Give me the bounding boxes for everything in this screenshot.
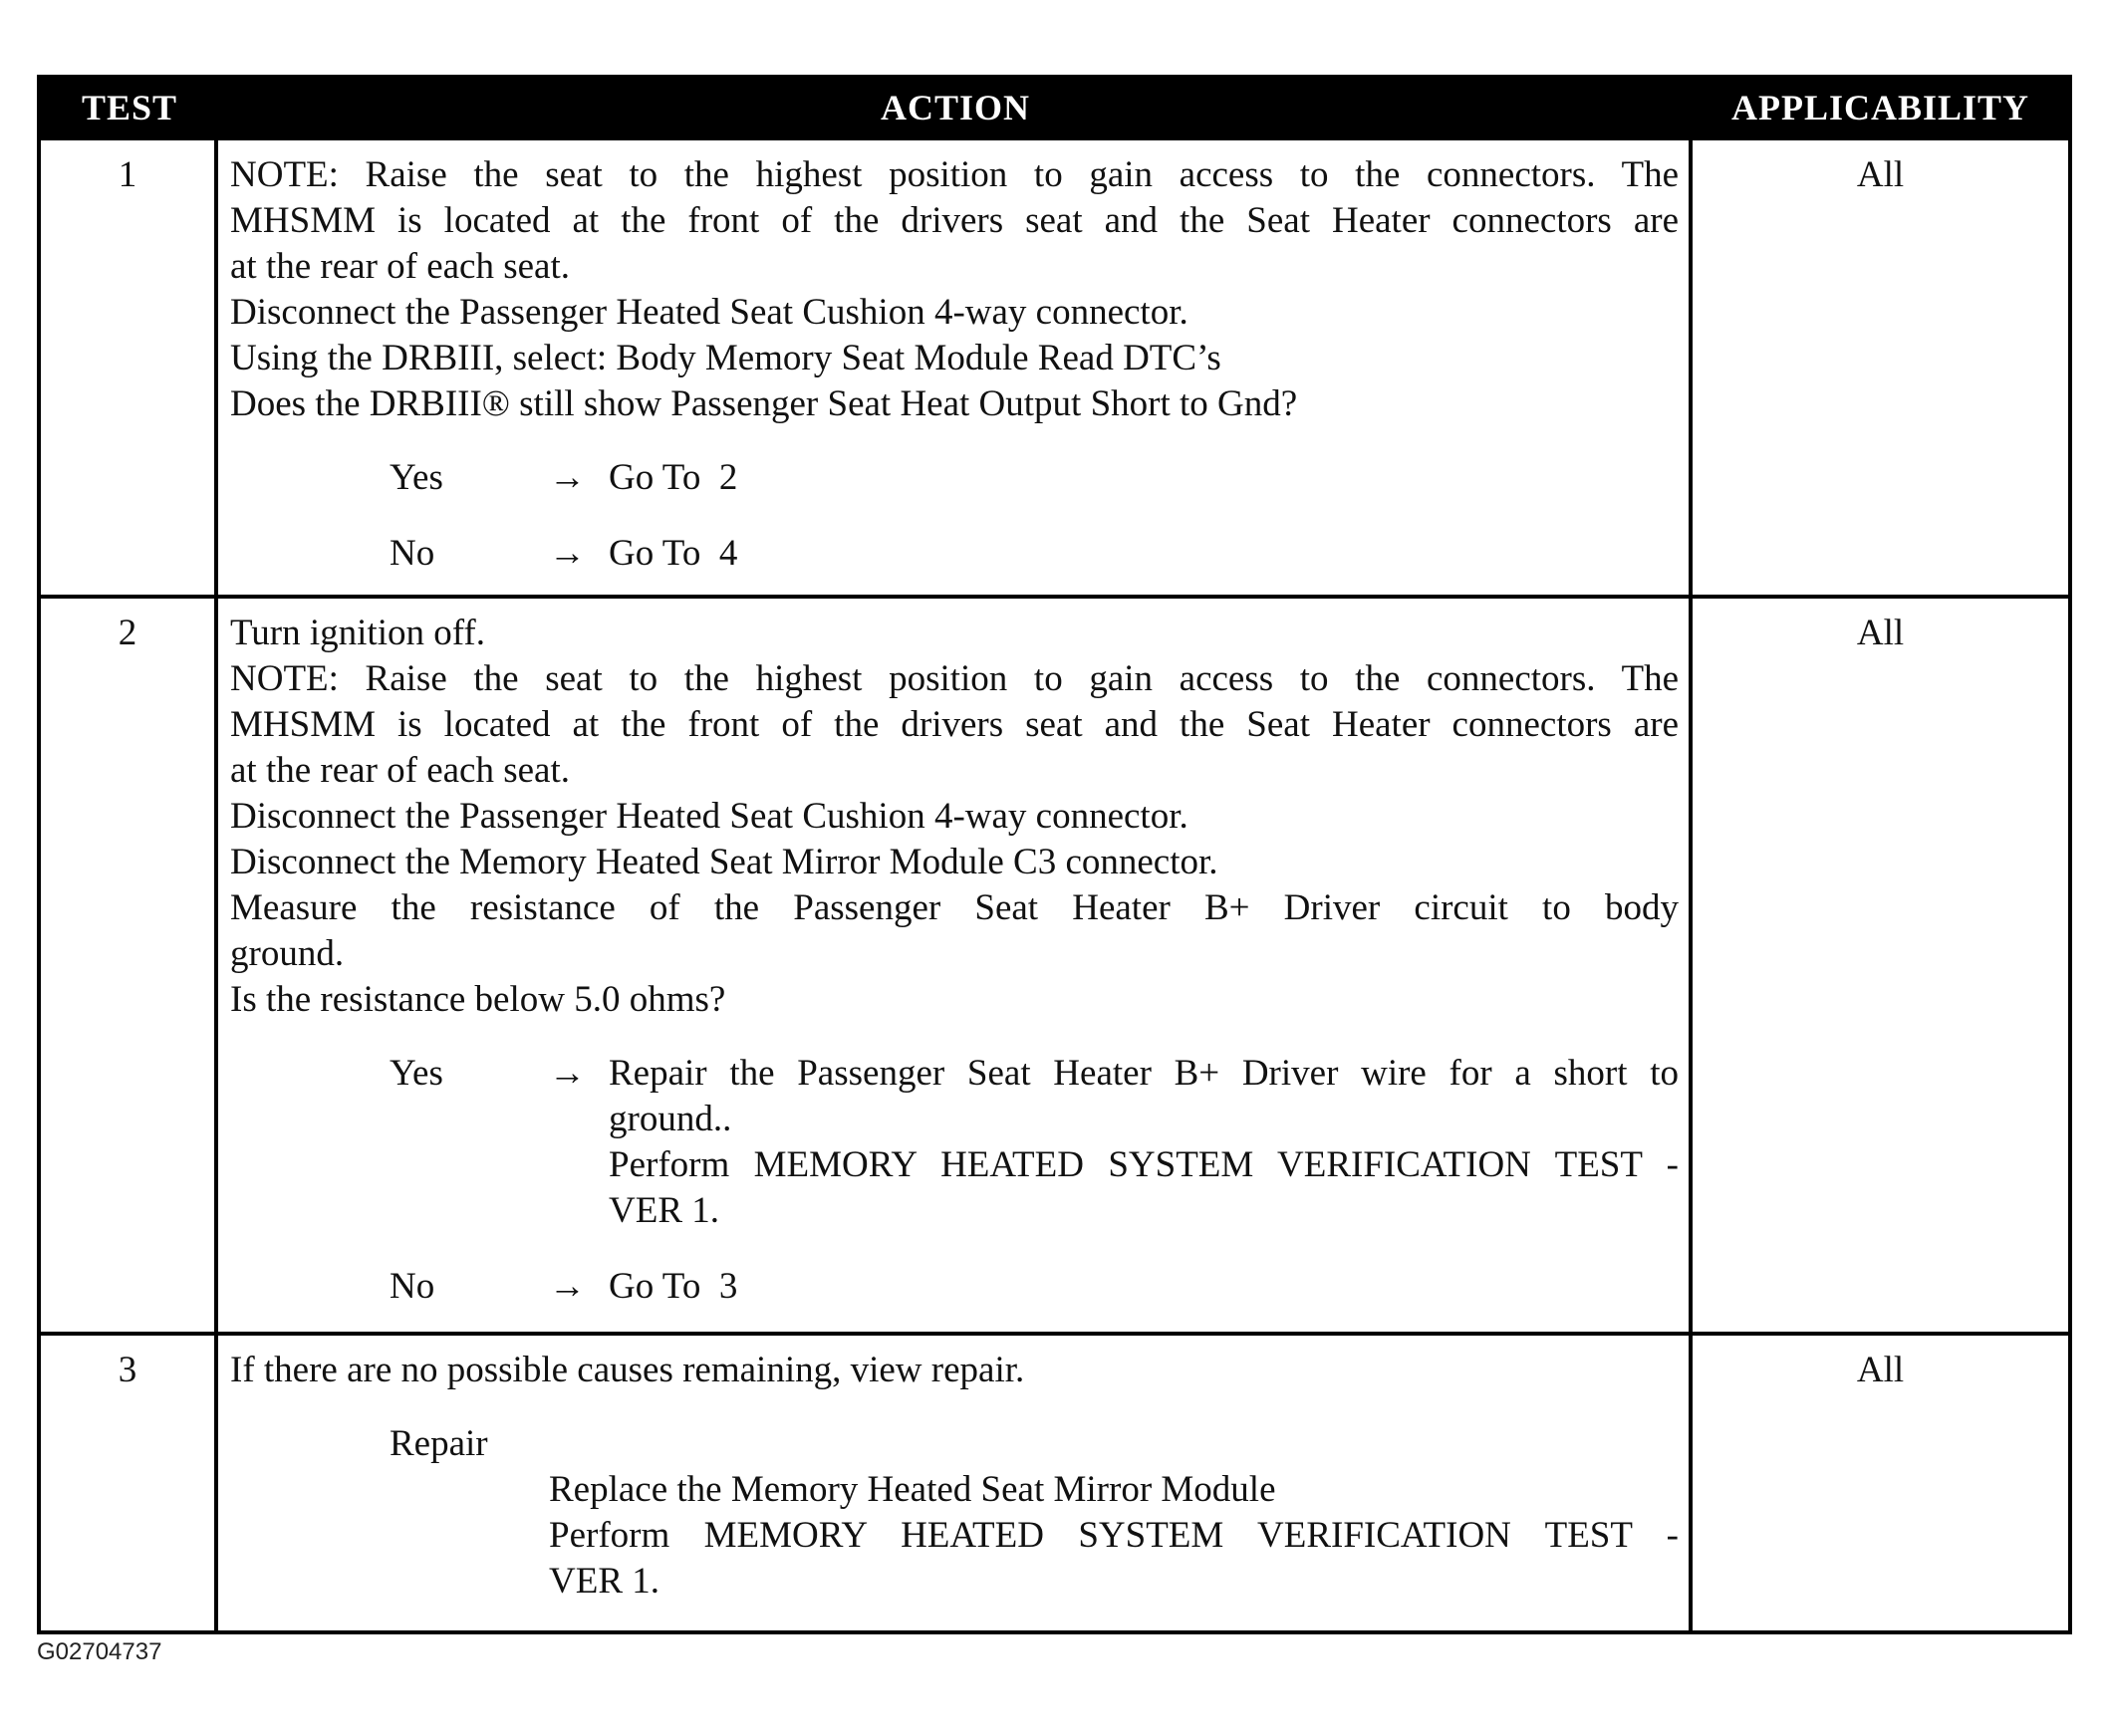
yes-branch xyxy=(390,1051,1679,1234)
action-cell xyxy=(218,1336,1693,1630)
action-line: NOTE: Raise the seat to the highest position to gain access to the connectors. The xyxy=(230,154,1679,195)
repair-line: VER 1. xyxy=(549,1561,659,1602)
action-line: ground. xyxy=(230,933,345,974)
action-line: Is the resistance below 5.0 ohms? xyxy=(230,979,726,1020)
no-branch xyxy=(390,531,1679,577)
action-line: Turn ignition off. xyxy=(230,613,485,653)
no-label: No xyxy=(390,1266,435,1307)
action-line: Disconnect the Memory Heated Seat Mirror Module C3 connector. xyxy=(230,842,1218,882)
right-arrow-icon: → xyxy=(549,1053,586,1094)
result-line: Repair the Passenger Seat Heater B+ Driver wire for a short to xyxy=(609,1053,1679,1094)
action-line: NOTE: Raise the seat to the highest position to gain access to the connectors. The xyxy=(230,658,1679,699)
action-line: Using the DRBIII, select: Body Memory Seat Module Read DTC’s xyxy=(230,338,1221,378)
repair-body xyxy=(549,1467,1679,1605)
header-action: ACTION xyxy=(880,88,1031,127)
yes-branch xyxy=(390,455,1679,501)
diagnostic-test-table xyxy=(37,75,2072,1634)
action-line: Disconnect the Passenger Heated Seat Cushion 4-way connector. xyxy=(230,796,1188,837)
yes-label: Yes xyxy=(390,1053,443,1094)
action-line: If there are no possible causes remaining, view repair. xyxy=(230,1350,1025,1390)
table-row xyxy=(41,595,2068,1332)
repair-line: Replace the Memory Heated Seat Mirror Module xyxy=(549,1469,1276,1510)
no-label: No xyxy=(390,533,435,574)
test-number: 3 xyxy=(41,1336,218,1630)
action-line: MHSMM is located at the front of the drivers seat and the Seat Heater connectors are xyxy=(230,200,1679,241)
table-row xyxy=(41,1332,2068,1630)
figure-id: G02704737 xyxy=(37,1638,162,1665)
right-arrow-icon: → xyxy=(549,1266,586,1307)
action-line: Disconnect the Passenger Heated Seat Cushion 4-way connector. xyxy=(230,292,1188,333)
action-cell xyxy=(218,599,1693,1332)
table-header xyxy=(41,79,2068,136)
action-line: Does the DRBIII® still show Passenger Seat Heat Output Short to Gnd? xyxy=(230,383,1298,424)
result-line: ground.. xyxy=(609,1099,732,1139)
applicability-cell: All xyxy=(1856,1350,1905,1390)
applicability-cell: All xyxy=(1856,154,1905,195)
action-cell xyxy=(218,140,1693,595)
result-line: VER 1. xyxy=(609,1190,719,1231)
action-line: Measure the resistance of the Passenger Seat Heater B+ Driver circuit to body xyxy=(230,887,1679,928)
no-result: Go To 4 xyxy=(609,533,738,574)
right-arrow-icon: → xyxy=(549,533,586,574)
action-line: MHSMM is located at the front of the drivers seat and the Seat Heater connectors are xyxy=(230,704,1679,745)
test-number: 1 xyxy=(41,140,218,595)
no-result: Go To 3 xyxy=(609,1266,738,1307)
right-arrow-icon: → xyxy=(549,457,586,498)
table-row xyxy=(41,136,2068,595)
test-number: 2 xyxy=(41,599,218,1332)
header-applicability: APPLICABILITY xyxy=(1730,88,2030,127)
yes-result: Go To 2 xyxy=(609,457,738,498)
applicability-cell: All xyxy=(1856,613,1905,653)
no-branch xyxy=(390,1264,1679,1310)
repair-line: Perform MEMORY HEATED SYSTEM VERIFICATION TEST - xyxy=(549,1515,1679,1556)
repair-label: Repair xyxy=(390,1423,488,1464)
result-line: Perform MEMORY HEATED SYSTEM VERIFICATION TEST - xyxy=(609,1144,1679,1185)
action-line: at the rear of each seat. xyxy=(230,750,571,791)
yes-label: Yes xyxy=(390,457,443,498)
action-line: at the rear of each seat. xyxy=(230,246,571,287)
header-test: TEST xyxy=(81,88,178,127)
yes-result xyxy=(609,1051,1679,1234)
